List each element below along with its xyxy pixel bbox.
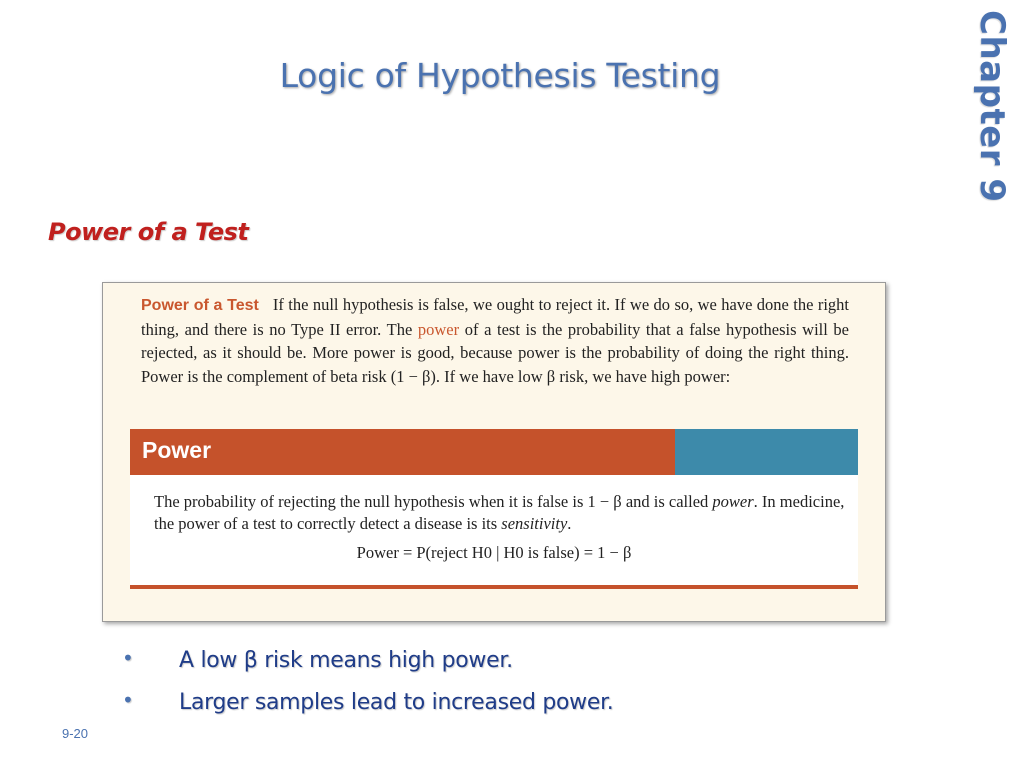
definition-text [154,491,854,535]
definition-text-1: The probability of rejecting the null hypothesis when it is false is 1 − β and is called [154,492,713,511]
definition-header-label: Power [142,437,212,463]
definition-box [130,475,858,585]
chapter-text: Chapter 9 [972,10,1012,203]
bullet-dot-icon: • [122,688,134,712]
page-number: 9-20 [62,726,89,741]
intro-lead-heading: Power of a Test [141,297,259,314]
definition-bottom-rule [130,585,858,589]
header-bar-blue [675,429,858,475]
intro-text-2: of a test is the probability that a false hypothesis will be rejected, as it should be. More power is good, because power is the probability of doing the right thing. Power is the complement of beta risk (1 − β). If we have low β risk, we have high power: [141,319,849,386]
definition-text-2: . In medicine, the power of a test to correctly detect a disease is its [154,492,845,533]
definition-text-3: . [567,514,572,533]
definition-term-sensitivity: sensitivity [501,514,568,533]
bullet-text: Larger samples lead to increased power. [179,690,614,715]
header-bar-orange [130,429,675,475]
definition-term-power: power [712,492,754,511]
slide-title: Logic of Hypothesis Testing [279,56,721,95]
definition-header-bar [130,429,858,475]
chapter-label [968,10,1016,210]
section-heading: Power of a Test [48,218,249,246]
intro-highlight-term: power [417,319,460,339]
power-formula: Power = P(reject H0 | H0 is false) = 1 − β [356,543,632,562]
intro-paragraph [141,293,849,388]
intro-text-1: If the null hypothesis is false, we ought to reject it. If we do so, we have done the right thing, and there is no Type II error. The [141,295,850,339]
bullet-dot-icon: • [122,646,134,670]
bullet-text: A low β risk means high power. [179,648,513,673]
textbook-excerpt-panel [102,282,886,622]
